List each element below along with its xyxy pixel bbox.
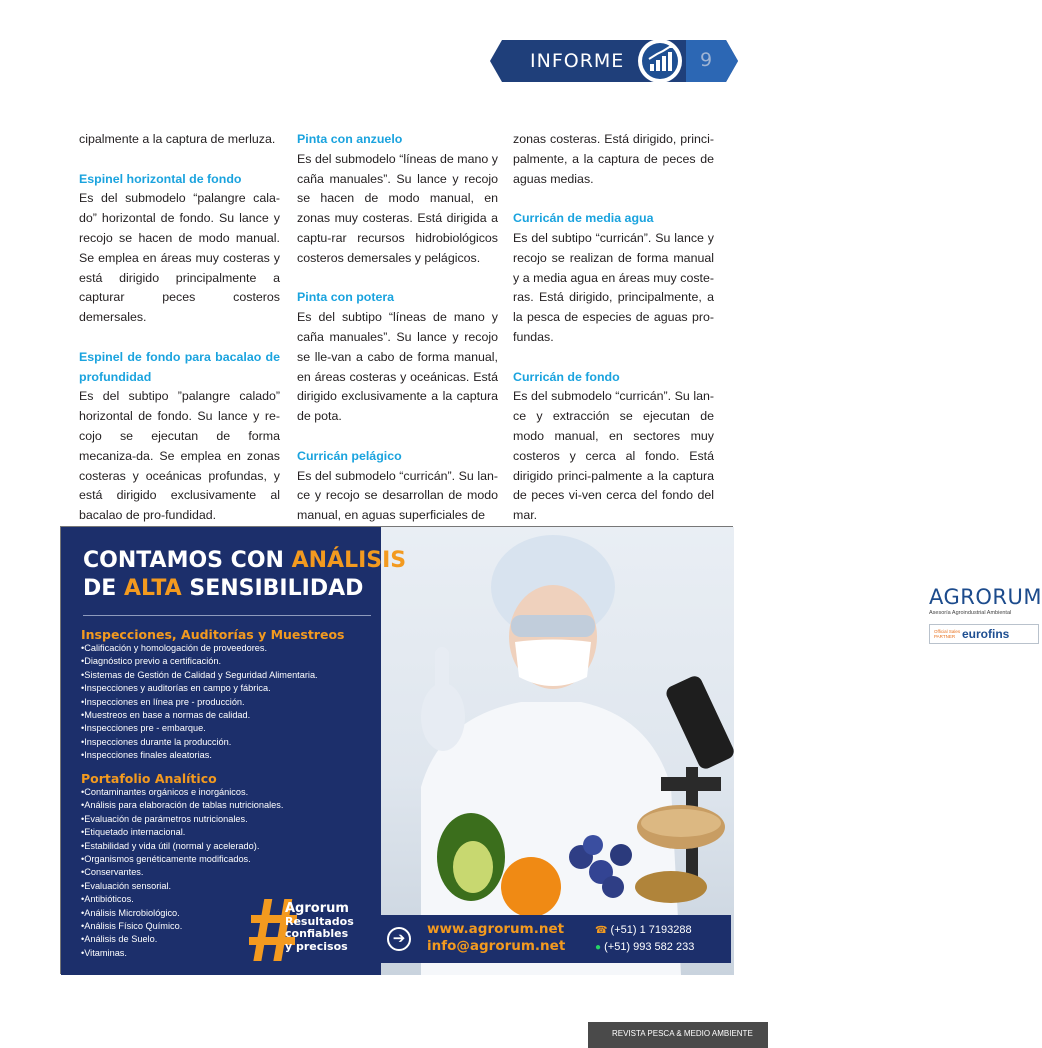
ad-list-item: • Inspecciones durante la producción. [81, 736, 318, 749]
body-paragraph: Es del submodelo “líneas de mano y caña manuales”. Su lance y recojo se hacen de modo manual, en zonas muy costeras. Está dirigida a captu-rar recursos hidrobiológicos costeros demersales y pelágicos. [297, 151, 498, 265]
scientist-with-microscope-illustration [381, 527, 734, 975]
article-column-2 [297, 130, 498, 526]
agrorum-brand-logo [929, 585, 1042, 644]
ad-list-item: • Sistemas de Gestión de Calidad y Seguridad Alimentaria. [81, 669, 318, 682]
ad-headline: CONTAMOS CON ANÁLISIS DE ALTA SENSIBILIDAD [83, 548, 407, 601]
ad-list-item: • Organismos genéticamente modificados. [81, 853, 283, 866]
magazine-name: REVISTA PESCA & MEDIO AMBIENTE [612, 1029, 753, 1038]
contact-bar [381, 915, 731, 963]
subsection-heading: Curricán de fondo [513, 369, 620, 384]
arrow-right-icon[interactable]: ➔ [387, 927, 411, 951]
ad-list-item: • Análisis para elaboración de tablas nutricionales. [81, 799, 283, 812]
phone-number-2: (+51) 993 582 233 [604, 941, 695, 953]
subsection-heading: Espinel horizontal de fondo [79, 171, 242, 186]
paragraph-spacer [513, 348, 714, 368]
subsection-heading: Espinel de fondo para bacalao de profundidad [79, 349, 280, 384]
paragraph-spacer [297, 269, 498, 289]
subsection-heading: Pinta con potera [297, 290, 395, 305]
ad-list-item: • Contaminantes orgánicos e inorgánicos. [81, 786, 283, 799]
ad-list-item: • Calificación y homologación de proveedores. [81, 642, 318, 655]
paragraph-spacer [297, 427, 498, 447]
body-paragraph: Es del submodelo “palangre cala-do” horizontal de fondo. Su lance y recojo se hacen de modo manual. Se emplea en áreas muy costeras y está dirigido principalmente a capturar peces costeros demersales. [79, 191, 280, 325]
services-list [81, 642, 318, 763]
ad-list-item: • Conservantes. [81, 866, 283, 879]
ad-list-item: • Inspecciones en línea pre - producción. [81, 696, 318, 709]
ad-list-item: • Estabilidad y vida útil (normal y acelerado). [81, 840, 283, 853]
ad-list-item: • Inspecciones pre - embarque. [81, 722, 318, 735]
ad-list-item: • Inspecciones finales aleatorias. [81, 749, 318, 762]
brand-subtitle: Asesoría Agroindustrial Ambiental [929, 610, 1012, 616]
ad-list-item: • Evaluación de parámetros nutricionales. [81, 813, 283, 826]
ad-list-item: • Antibióticos. [81, 893, 283, 906]
body-paragraph: Es del submodelo “curricán”. Su lan-ce y recojo se desarrollan de modo manual, en aguas superficiales de [297, 468, 498, 523]
section-title: INFORME [530, 50, 625, 72]
phone-icon: ☎ [595, 925, 608, 936]
ad-list-item: • Etiquetado internacional. [81, 826, 283, 839]
subsection-heading: Curricán pelágico [297, 448, 402, 463]
partner-name: eurofins [962, 627, 1010, 641]
agrorum-advertisement [60, 526, 1042, 974]
article-column-3 [513, 130, 714, 526]
email-link[interactable]: info@agrorum.net [427, 938, 566, 954]
services-section-title: Inspecciones, Auditorías y Muestreos [81, 627, 345, 642]
subsection-heading: Pinta con anzuelo [297, 132, 403, 146]
headline-divider [83, 615, 371, 616]
bar-chart-growth-icon [636, 37, 684, 85]
analytics-section-title: Portafolio Analítico [81, 771, 217, 786]
article-column-1 [79, 130, 280, 526]
paragraph-spacer [79, 150, 280, 170]
body-paragraph: Es del subtipo “curricán”. Su lance y recojo se realizan de forma manual y a media agua en áreas muy coste-ras. Está dirigido, principalmente, a la pesca de especies de aguas pro-fundas. [513, 230, 714, 344]
section-header-badge [490, 40, 738, 82]
page-number: 9 [700, 49, 713, 71]
ad-list-item: • Análisis Microbiológico. [81, 907, 283, 920]
website-link[interactable]: www.agrorum.net [427, 921, 565, 937]
body-paragraph: Es del subtipo ”palangre calado” horizontal de fondo. Su lance y re-cojo se ejecutan de forma mecaniza-da. Se emplea en zonas costeras y oceánicas profundas, y está dirigido exclusivamente al bacalao de pro-fundidad. [79, 389, 280, 523]
ad-photo-panel [381, 527, 1042, 975]
paragraph-spacer [79, 328, 280, 348]
magazine-footer-tab [588, 1022, 768, 1048]
body-paragraph: zonas costeras. Está dirigido, princi-palmente, a la captura de peces de aguas medias. [513, 132, 714, 186]
eurofins-partner-badge [929, 624, 1039, 644]
body-paragraph: Es del submodelo “curricán”. Su lan-ce y extracción se ejecutan de modo manual, en sectores muy costeros y cerca al fondo. Está dirigido princi-palmente a la captura de peces vi-ven cerca del fondo del mar. [513, 389, 714, 523]
ad-list-item: • Análisis de Suelo. [81, 933, 283, 946]
phone-number-1: (+51) 1 7193288 [610, 924, 692, 936]
ad-list-item: • Vitaminas. [81, 947, 283, 960]
ad-list-item: • Muestreos en base a normas de calidad. [81, 709, 318, 722]
body-paragraph: cipalmente a la captura de merluza. [79, 132, 276, 146]
ad-list-item: • Inspecciones y auditorías en campo y fábrica. [81, 682, 318, 695]
partner-label: Official Sales PARTNER [934, 629, 961, 639]
brand-name: AGRORUM [929, 585, 1042, 609]
subsection-heading: Curricán de media agua [513, 211, 654, 226]
ad-list-item: • Análisis Físico Químico. [81, 920, 283, 933]
hashtag-slogan: Agrorum Resultados confiables y precisos [285, 901, 354, 953]
paragraph-spacer [513, 189, 714, 209]
ad-list-item: • Diagnóstico previo a certificación. [81, 655, 318, 668]
whatsapp-icon: ● [595, 942, 602, 953]
body-paragraph: Es del subtipo “líneas de mano y caña manuales”. Su lance y recojo se lle-van a cabo de forma manual, en áreas costeras y oceánicas. Está dirigido exclusivamente a la captura de pota. [297, 310, 498, 424]
ad-list-item: • Evaluación sensorial. [81, 880, 283, 893]
